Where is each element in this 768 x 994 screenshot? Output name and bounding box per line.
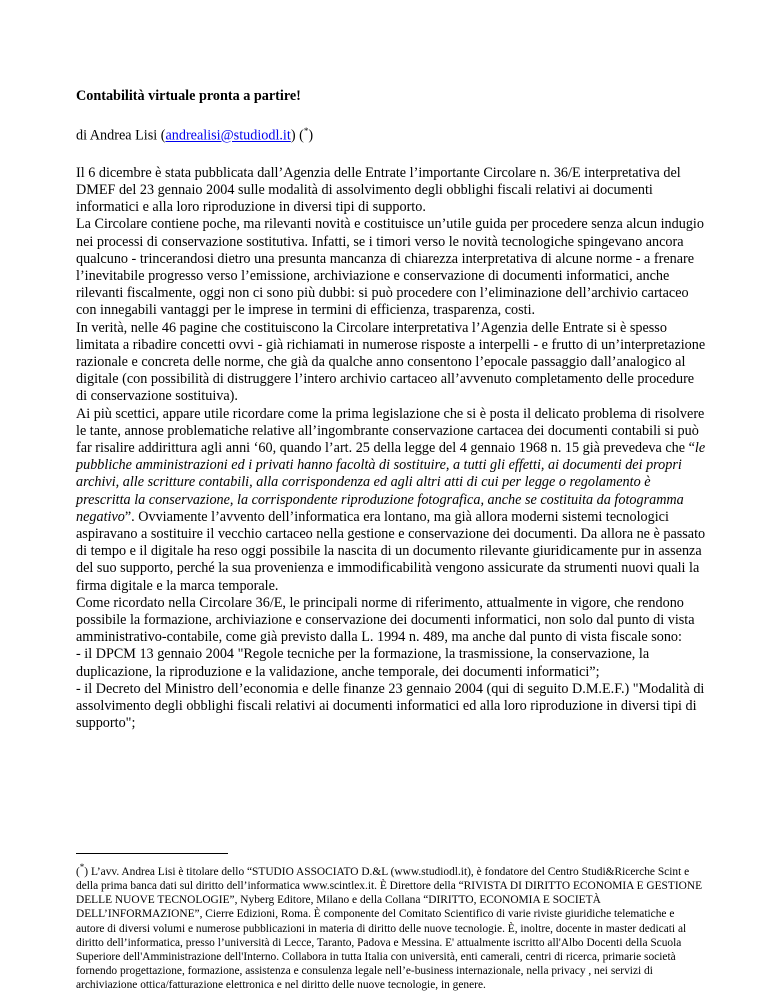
document-page (76, 88, 706, 732)
paragraph-2: La Circolare contiene poche, ma rilevanti novità e costituisce un’utile guida per procedere senza alcun indugio nei processi di conservazione sostitutiva. Infatti, se i timori verso le novità tecnologiche spingevano ancora qualcuno - trincerandosi dietro una presunta mancanza di chiarezza interpretativa di alcune norme - a frenare l’inevitabile progresso verso l’emissione, archiviazione e conservazione di documenti informatici, anche rilevanti fiscalmente, oggi non ci sono più dubbi: si può procedere con l’eliminazione dell’archivio cartaceo con innegabili vantaggi per le imprese in termini di efficienza, trasparenza, costi. (76, 216, 704, 319)
list-item-dmef: - il Decreto del Ministro dell’economia e delle finanze 23 gennaio 2004 (qui di seguito D.M.E.F.) "Modalità di assolvimento degli obblighi fiscali relativi ai documenti informatici ed alla loro riproduzione in diversi tipi di supporto"; (76, 680, 705, 732)
author-suffix: ) ( (290, 127, 304, 144)
paragraph-5: Come ricordato nella Circolare 36/E, le principali norme di riferimento, attualmente in vigore, che rendono possibile la formazione, archiviazione e conservazione dei documenti informatici, non solo dal punto di vista amministrativo-contabile, come già previsto dalla L. 1994 n. 489, ma anche dal punto di vista fiscale sono: (76, 594, 695, 646)
footnote-ref[interactable]: * (303, 126, 309, 136)
footnote-divider (76, 853, 228, 854)
paragraph-3: In verità, nelle 46 pagine che costituiscono la Circolare interpretativa l’Agenzia delle Entrate si è spesso limitata a ribadire concetti ovvi - già richiamati in numerose risposte a interpelli - e frutto di un’interpretazione razionale e concreta delle norme, che già da qualche anno consentono l’epocale passaggio dall’analogico al digitale (con possibilità di distruggere l’intero archivio cartaceo all’avvenuto completamento delle procedure di conservazione sostituiva). (76, 319, 706, 405)
footnote-mark: * (79, 862, 85, 872)
author-email-link[interactable]: andrealisi@studiodl.it (165, 127, 291, 144)
paragraph-4 (76, 406, 706, 595)
law-quote: le pubbliche amministrazioni ed i privati hanno facoltà di sostituire, a tutti gli effetti, ai documenti dei propri archivi, alle scritture contabili, alla corrispondenza ed agli altri atti di cui per legge o regolamento è prescritta la conservazione, la corrispondente riproduzione fotografica, anche se costituita da fotogramma negativo (76, 439, 706, 525)
author-close: ) (308, 127, 314, 144)
footnote: (*) L’avv. Andrea Lisi è titolare dello “STUDIO ASSOCIATO D.&L (www.studiodl.it), è fondatore del Centro Studi&Ricerche Scint e della prima banca dati sul diritto dell’informatica www.scintlex.it. È Direttore della “RIVISTA DI DIRITTO ECONOMIA E GESTIONE DELLE NUOVE TECNOLOGIE”, Nyberg Editore, Milano e della Collana “DIRITTO, ECONOMIA E SOCIETÀ DELL’INFORMAZIONE”, Cierre Edizioni, Roma. È componente del Comitato Scientifico di varie riviste giuridiche telematiche e autore di diversi volumi e numerose pubblicazioni in materia di diritto delle nuove tecnologie. È, inoltre, docente in master dedicati al diritto dell’informatica, presso l’università di Lecce, Taranto, Padova e Messina. E' attualmente iscritto all'Albo Docenti della Scuola Superiore dell'Amministrazione dell'Interno. Collabora in tutta Italia con università, enti camerali, centri di ricerca, primarie società fornendo progettazione, formazione, assistenza e consulenza legale nell’e-business internazionale, nella privacy , nei servizi di archiviazione ottica/fatturazione elettronica e nel diritto delle nuove tecnologie, in genere. (76, 862, 703, 992)
list-item-dpcm: - il DPCM 13 gennaio 2004 "Regole tecniche per la formazione, la trasmissione, la conservazione, la duplicazione, la riproduzione e la validazione, anche temporale, dei documenti informatici”; (76, 646, 650, 680)
author-prefix: di Andrea Lisi ( (76, 127, 166, 144)
paragraph-4-lead: Ai più scettici, appare utile ricordare come la prima legislazione che si è posta il delicato problema di risolvere le tante, annose problematiche relative all’ingombrante conservazione cartacea dei documenti contabili si può far risalire addirittura agli anni ‘60, quando l’art. 25 della legge del 4 gennaio 1968 n. 15 già prevedeva che “ (76, 405, 705, 456)
paragraph-1: Il 6 dicembre è stata pubblicata dall’Agenzia delle Entrate l’importante Circolare n. 36/E interpretativa del DMEF del 23 gennaio 2004 sulle modalità di assolvimento degli obblighi fiscali relativi ai documenti informatici e alla loro riproduzione in diversi tipi di supporto. (76, 164, 681, 216)
footnote-text: L’avv. Andrea Lisi è titolare dello “STUDIO ASSOCIATO D.&L (www.studiodl.it), è fondatore del Centro Studi&Ricerche Scint e della prima banca dati sul diritto dell’informatica www.scintlex.it. È Direttore della “RIVISTA DI DIRITTO ECONOMIA E GESTIONE DELLE NUOVE TECNOLOGIE”, Nyberg Editore, Milano e della Collana “DIRITTO, ECONOMIA E SOCIETÀ DELL’INFORMAZIONE”, Cierre Edizioni, Roma. È componente del Comitato Scientifico di varie riviste giuridiche telematiche e autore di diversi volumi e numerose pubblicazioni in materia di diritto delle nuove tecnologie. È, inoltre, docente in master dedicati al diritto dell’informatica, presso l’università di Lecce, Taranto, Padova e Messina. E' attualmente iscritto all'Albo Docenti della Scuola Superiore dell'Amministrazione dell'Interno. Collabora in tutta Italia con università, enti camerali, centri di ricerca, primarie società fornendo progettazione, formazione, assistenza e consulenza legale nell’e-business internazionale, nella privacy , nei servizi di archiviazione ottica/fatturazione elettronica e nel diritto delle nuove tecnologie, in genere. (76, 865, 703, 992)
paragraph-4-rest: ”. Ovviamente l’avvento dell’informatica era lontano, ma già allora moderni sistemi tecnologici aspiravano a sostituire il vecchio cartaceo nella gestione e conservazione dei documenti. Da allora ne è passato di tempo e il digitale ha reso oggi possibile la nascita di un documento rilevante giuridicamente pur in assenza del suo supporto, perché la sua provenienza e immodificabilità vengono assicurate da strumenti nuovi quali la firma digitale e la marca temporale. (76, 508, 706, 594)
document-title: Contabilità virtuale pronta a partire! (76, 88, 301, 104)
article-body (76, 165, 706, 733)
author-line (76, 126, 706, 145)
